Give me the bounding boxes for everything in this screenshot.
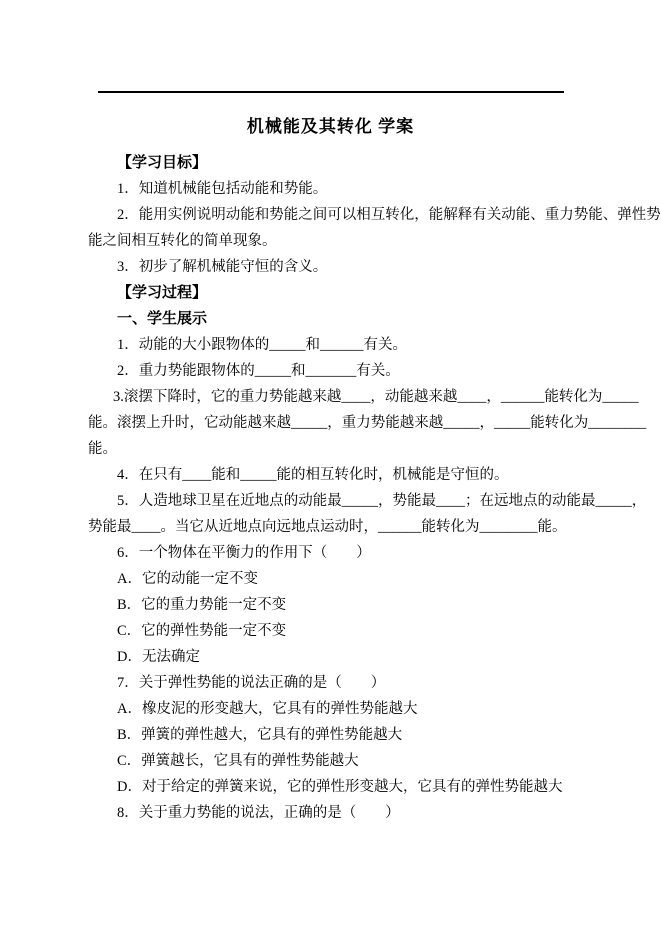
question-6-option-b: B．它的重力势能一定不变 — [117, 597, 287, 613]
study-process-heading: 【学习过程】 — [117, 285, 208, 301]
question-6: 6．一个物体在平衡力的作用下（ ） — [117, 545, 371, 561]
question-7: 7．关于弹性势能的说法正确的是（ ） — [117, 675, 386, 691]
question-2: 2．重力势能跟物体的_____和_______有关。 — [117, 363, 400, 379]
question-7-option-a: A．橡皮泥的形变越大，它具有的弹性势能越大 — [117, 701, 418, 717]
document-body — [88, 150, 661, 826]
question-6-option-d: D．无法确定 — [117, 649, 200, 665]
header-divider-rule — [98, 91, 564, 93]
objective-1: 1．知道机械能包括动能和势能。 — [117, 181, 328, 197]
objective-2-line2: 能之间相互转化的简单现象。 — [88, 233, 277, 249]
student-display-heading: 一、学生展示 — [117, 311, 208, 327]
question-7-option-d: D．对于给定的弹簧来说，它的弹性形变越大，它具有的弹性势能越大 — [117, 779, 563, 795]
study-objectives-heading: 【学习目标】 — [117, 155, 208, 171]
question-8: 8．关于重力势能的说法，正确的是（ ） — [117, 805, 400, 821]
question-3-line3: 能。 — [88, 441, 117, 457]
question-6-option-a: A．它的动能一定不变 — [117, 571, 258, 587]
question-5-line2: 势能最____。当它从近地点向远地点运动时，______能转化为________能。 — [88, 519, 567, 535]
question-5-line1: 5．人造地球卫星在近地点的动能最_____，势能最____；在远地点的动能最_____， — [117, 493, 647, 509]
objective-3: 3．初步了解机械能守恒的含义。 — [117, 259, 328, 275]
question-4: 4．在只有____能和_____能的相互转化时，机械能是守恒的。 — [117, 467, 509, 483]
question-7-option-b: B．弹簧的弹性越大，它具有的弹性势能越大 — [117, 727, 403, 743]
document-title: 机械能及其转化 学案 — [246, 117, 415, 136]
question-3-line1: 3.滚摆下降时，它的重力势能越来越____，动能越来越____，______能转化为_____ — [113, 389, 639, 405]
question-1: 1．动能的大小跟物体的_____和______有关。 — [117, 337, 407, 353]
objective-2-line1: 2．能用实例说明动能和势能之间可以相互转化，能解释有关动能、重力势能、弹性势 — [117, 207, 661, 223]
question-7-option-c: C．弹簧越长，它具有的弹性势能越大 — [117, 753, 359, 769]
question-6-option-c: C．它的弹性势能一定不变 — [117, 623, 287, 639]
question-3-line2: 能。滚摆上升时，它动能越来越_____，重力势能越来越_____，_____能转化为________ — [88, 415, 647, 431]
